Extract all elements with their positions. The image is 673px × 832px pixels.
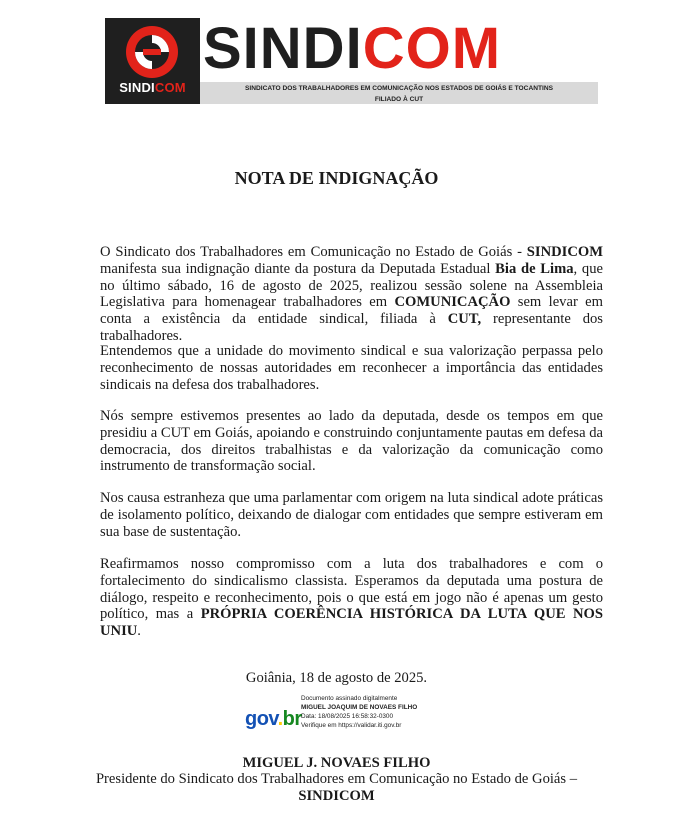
govbr-logo-br: br [282, 708, 302, 730]
p1-text-1: O Sindicato dos Trabalhadores em Comunicação no Estado de Goiás - [100, 244, 527, 260]
govbr-logo-dot: . [277, 708, 283, 730]
signer-name: MIGUEL J. NOVAES FILHO [242, 755, 431, 771]
stamp-line-signer: MIGUEL JOAQUIM DE NOVAES FILHO [301, 704, 418, 711]
stamp-line-signed: Documento assinado digitalmente [301, 695, 398, 702]
p1-text-2: manifesta sua indignação diante da postura da Deputada Estadual [100, 260, 496, 277]
govbr-logo [245, 708, 302, 731]
document-title: NOTA DE INDIGNAÇÃO [234, 168, 439, 188]
p1-text-4: sem levar em conta a existência da entidade sindical, filiada à [100, 294, 603, 328]
p5-text-1: Reafirmamos nosso compromisso com a luta dos trabalhadores e com o fortalecimento do sindicalismo classista. Esperamos da deputada uma postura de diálogo, respeito e reconhecimento, pois o que está em jogo não é apenas um gesto político, mas a [100, 556, 603, 623]
letterhead [105, 18, 598, 104]
p1-text-5: representante dos trabalhadores. [100, 311, 603, 344]
p5-bold-1: PRÓPRIA COERÊNCIA HISTÓRICA DA LUTA QUE NOS UNIU [100, 606, 603, 640]
stamp-line-date: Data: 18/08/2025 16:58:32-0300 [301, 713, 394, 720]
place-date: Goiânia, 18 de agosto de 2025. [245, 670, 428, 686]
paragraph-1 [100, 244, 603, 345]
sindicom-logo [105, 18, 200, 104]
paragraph-2: Entendemos que a unidade do movimento sindical e sua valorização perpassa pelo reconhecimento de nossas autoridades em reconhecer a importância das entidades sindicais na defesa dos trabalhadores. [100, 343, 603, 393]
stamp-line-verify: Verifique em https://validar.iti.gov.br [301, 722, 402, 729]
signer-role: Presidente do Sindicato dos Trabalhadores em Comunicação no Estado de Goiás – [95, 771, 578, 787]
subtitle-line2: FILIADO À CUT [374, 96, 424, 103]
p1-text-3: , que no último sábado, 16 de agosto de 2025, realizou sessão solene na Assembleia Legislativa para homenagear trabalhadores em [100, 260, 603, 311]
subtitle-line1: SINDICATO DOS TRABALHADORES EM COMUNICAÇÃO NOS ESTADOS DE GOIÁS E TOCANTINS [245, 85, 553, 92]
letterhead-subtitle-band [200, 82, 598, 104]
p5-text-2: . [137, 623, 141, 640]
logo-caption [105, 80, 200, 95]
logo-caption-part2: COM [154, 80, 186, 95]
signer-organization: SINDICOM [298, 788, 375, 804]
paragraph-4: Nos causa estranheza que uma parlamentar com origem na luta sindical adote práticas de isolamento político, deixando de dialogar com entidades que sempre estiveram em sua base de sustentação. [100, 490, 603, 540]
brand-wordmark [203, 14, 501, 84]
digital-signature-stamp [243, 694, 443, 742]
stamp-details [301, 694, 417, 730]
sindicom-emblem-icon [123, 24, 181, 80]
p1-bold-4: CUT, [447, 311, 482, 328]
govbr-logo-gov: gov [245, 708, 278, 730]
p1-bold-2: Bia de Lima [495, 260, 574, 277]
logo-caption-part1: SINDI [119, 80, 155, 95]
p1-bold-1: SINDICOM [526, 244, 603, 260]
brand-part1: SINDI [203, 16, 363, 81]
p1-bold-3: COMUNICAÇÃO [394, 294, 511, 311]
paragraph-3: Nós sempre estivemos presentes ao lado da deputada, desde os tempos em que presidiu a CUT em Goiás, apoiando e construindo conjuntamente pautas em defesa da democracia, dos direitos trabalhistas e da valorização da comunicação como instrumento de transformação social. [100, 408, 603, 475]
brand-part2: COM [362, 16, 502, 81]
paragraph-5 [100, 556, 603, 640]
